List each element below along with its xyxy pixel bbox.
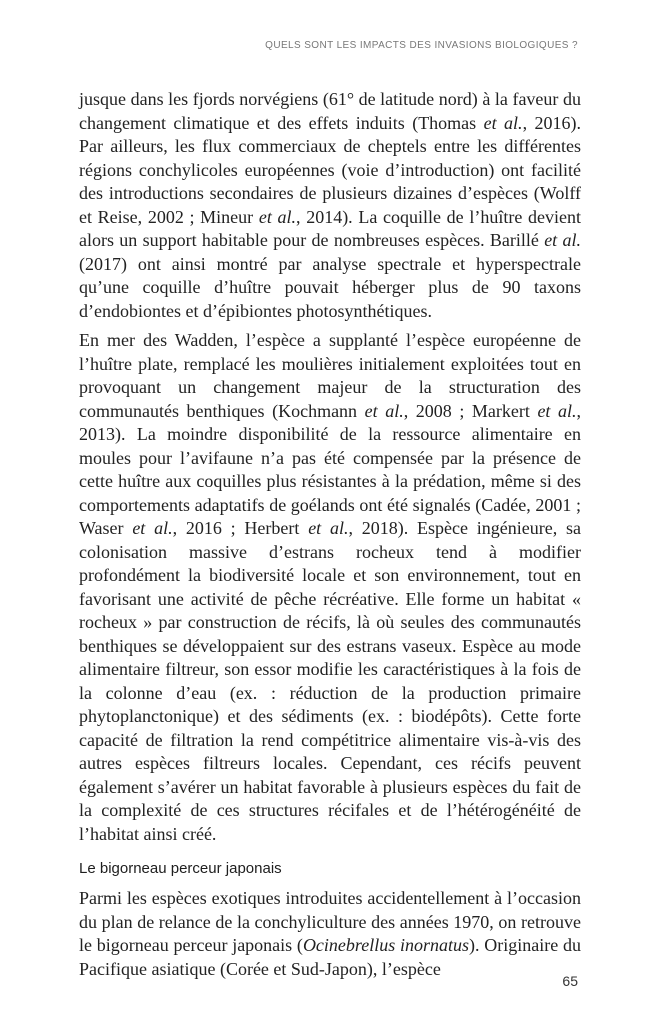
- text-run: ). Originaire du Pacifique asiatique (Corée et Sud-Japon), l’espèce: [79, 935, 582, 979]
- text-run: Parmi les espèces exotiques introduites accidentellement à l’occasion du plan de relance de la conchyliculture des années 1970, on retrouve le bigorneau perceur japonais (: [79, 888, 581, 955]
- italic-run: et al.: [258, 206, 297, 227]
- text-run: jusque dans les fjords norvégiens (61° de latitude nord) à la faveur du changement climatique et des effets induits (Thomas: [79, 89, 581, 133]
- text-run: , 2018). Espèce ingénieure, sa colonisation massive d’estrans rocheux tend à modifier profondément la biodiversité locale et son environnement, tout en favorisant une activité de pêche récréative. Elle forme un habitat « rocheux » par construction de récifs, là où seules des communautés benthiques se développaient sur des estrans vaseux. Espèce au mode alimentaire filtreur, son essor modifie les caractéristiques à la fois de la colonne d’eau (ex. : réduction de la production primaire phytoplanctonique) et des sédiments (ex. : biodépôts). Cette forte capacité de filtration la rend compétitrice alimentaire vis-à-vis des autres espèces filtreurs locales. Cependant, ces récifs peuvent également s’avérer un habitat favorable à plusieurs espèces du fait de la complexité de ces structures récifales et de l’hétérogénéité de l’habitat ainsi créé.: [79, 518, 582, 844]
- section-heading: Le bigorneau perceur japonais: [79, 860, 282, 877]
- italic-run: et al.: [308, 518, 349, 538]
- paragraph-3: [79, 887, 581, 981]
- text-run: , 2014). La coquille de l’huître devient alors un support habitable pour de nombreuses espèces. Barillé: [79, 206, 581, 250]
- page-number: 65: [562, 973, 578, 989]
- running-head: QUELS SONT LES IMPACTS DES INVASIONS BIOLOGIQUES ?: [265, 40, 578, 51]
- text-run: En mer des Wadden, l’espèce a supplanté l’espèce européenne de l’huître plate, remplacé les moulières initialement exploitées tout en provoquant un changement majeur de la structuration des communautés benthiques (Kochmann: [79, 330, 581, 421]
- italic-run: et al.: [364, 400, 404, 421]
- italic-run: et al.: [537, 400, 577, 421]
- italic-run: et al.: [132, 518, 173, 538]
- paragraph-1: [79, 88, 581, 323]
- paragraph-2: [79, 329, 581, 846]
- body-text: [79, 88, 581, 981]
- italic-run: Ocinebrellus inornatus: [302, 935, 470, 955]
- text-run: , 2016). Par ailleurs, les flux commerciaux de cheptels entre les différentes régions conchylicoles européennes (voie d’introduction) ont facilité des introductions secondaires de plusieurs dizaines d’espèces (Wolff et Reise, 2002 ; Mineur: [79, 112, 581, 227]
- text-run: , 2016 ; Herbert: [172, 518, 309, 538]
- italic-run: et al.: [483, 112, 523, 133]
- italic-run: et al.: [544, 230, 581, 250]
- text-run: , 2013). La moindre disponibilité de la ressource alimentaire en moules pour l’avifaune n’a pas été compensée par la présence de cette huître aux coquilles plus résistantes à la prédation, même si des comportements adaptatifs de goélands ont été signalés (Cadée, 2001 ; Waser: [79, 400, 581, 538]
- text-run: (2017) ont ainsi montré par analyse spectrale et hyperspectrale qu’une coquille d’huître pouvait héberger plus de 90 taxons d’endobiontes et d’épibiontes photosynthétiques.: [79, 253, 581, 321]
- text-run: , 2008 ; Markert: [403, 400, 538, 421]
